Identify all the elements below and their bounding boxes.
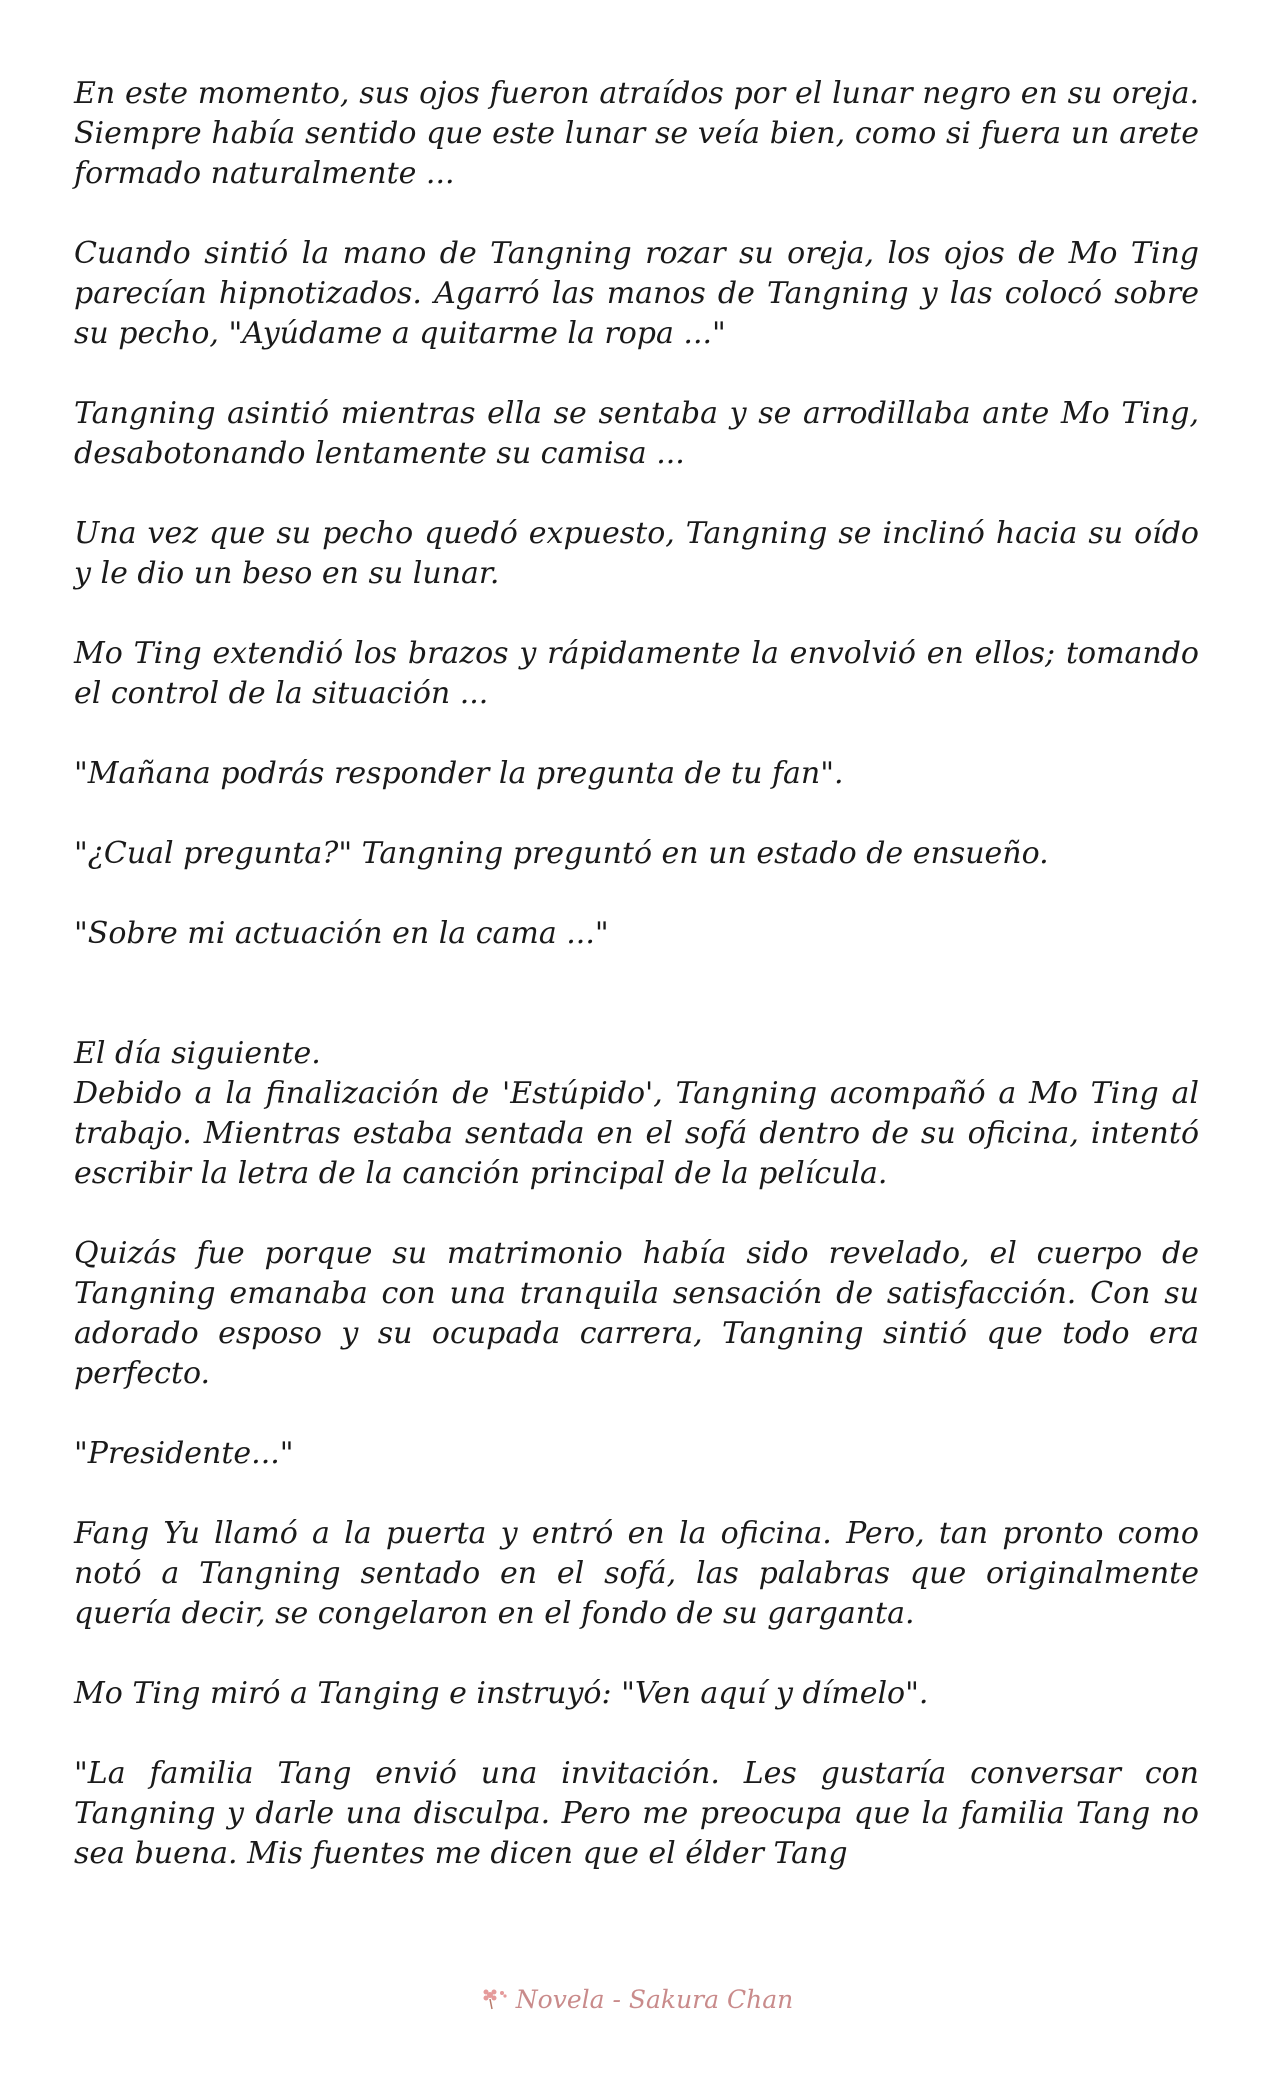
paragraph: Mo Ting extendió los brazos y rápidamente la envolvió en ellos; tomando el control de la situación ...: [74, 636, 1199, 711]
footer-text: Novela - Sakura Chan: [515, 1985, 794, 2014]
paragraph: "La familia Tang envió una invitación. Les gustaría conversar con Tangning y darle una disculpa. Pero me preocupa que la familia Tang no sea buena. Mis fuentes me dicen que el élder Tang: [74, 1756, 1199, 1871]
paragraph: Fang Yu llamó a la puerta y entró en la oficina. Pero, tan pronto como notó a Tangning sentado en el sofá, las palabras que originalmente quería decir, se congelaron en el fondo de su garganta.: [74, 1516, 1199, 1631]
paragraph: "¿Cual pregunta?" Tangning preguntó en un estado de ensueño.: [74, 836, 1049, 871]
paragraph: "Sobre mi actuación en la cama ...": [74, 916, 609, 951]
document-body: [74, 74, 1199, 1874]
paragraph: Cuando sintió la mano de Tangning rozar su oreja, los ojos de Mo Ting parecían hipnotizados. Agarró las manos de Tangning y las colocó sobre su pecho, "Ayúdame a quitarme la ropa ...": [74, 236, 1199, 351]
paragraph: Tangning asintió mientras ella se sentaba y se arrodillaba ante Mo Ting, desabotonando lentamente su camisa ...: [74, 396, 1199, 471]
scene-break: [74, 994, 1199, 1034]
sakura-flower-icon: [482, 1985, 510, 2014]
paragraph: En este momento, sus ojos fueron atraídos por el lunar negro en su oreja. Siempre había sentido que este lunar se veía bien, como si fuera un arete formado naturalmente ...: [74, 76, 1199, 191]
paragraph: Debido a la finalización de 'Estúpido', Tangning acompañó a Mo Ting al trabajo. Mientras estaba sentada en el sofá dentro de su oficina, intentó escribir la letra de la canción principal de la película.: [74, 1076, 1199, 1191]
paragraph: Mo Ting miró a Tanging e instruyó: "Ven aquí y dímelo".: [74, 1676, 929, 1711]
watermark-footer: [0, 1985, 1275, 2014]
paragraph: Una vez que su pecho quedó expuesto, Tangning se inclinó hacia su oído y le dio un beso en su lunar.: [74, 516, 1199, 591]
paragraph: "Presidente...": [74, 1436, 294, 1471]
paragraph: Quizás fue porque su matrimonio había sido revelado, el cuerpo de Tangning emanaba con una tranquila sensación de satisfacción. Con su adorado esposo y su ocupada carrera, Tangning sintió que todo era perfecto.: [74, 1236, 1199, 1391]
paragraph: El día siguiente.: [74, 1036, 321, 1071]
paragraph: "Mañana podrás responder la pregunta de tu fan".: [74, 756, 844, 791]
